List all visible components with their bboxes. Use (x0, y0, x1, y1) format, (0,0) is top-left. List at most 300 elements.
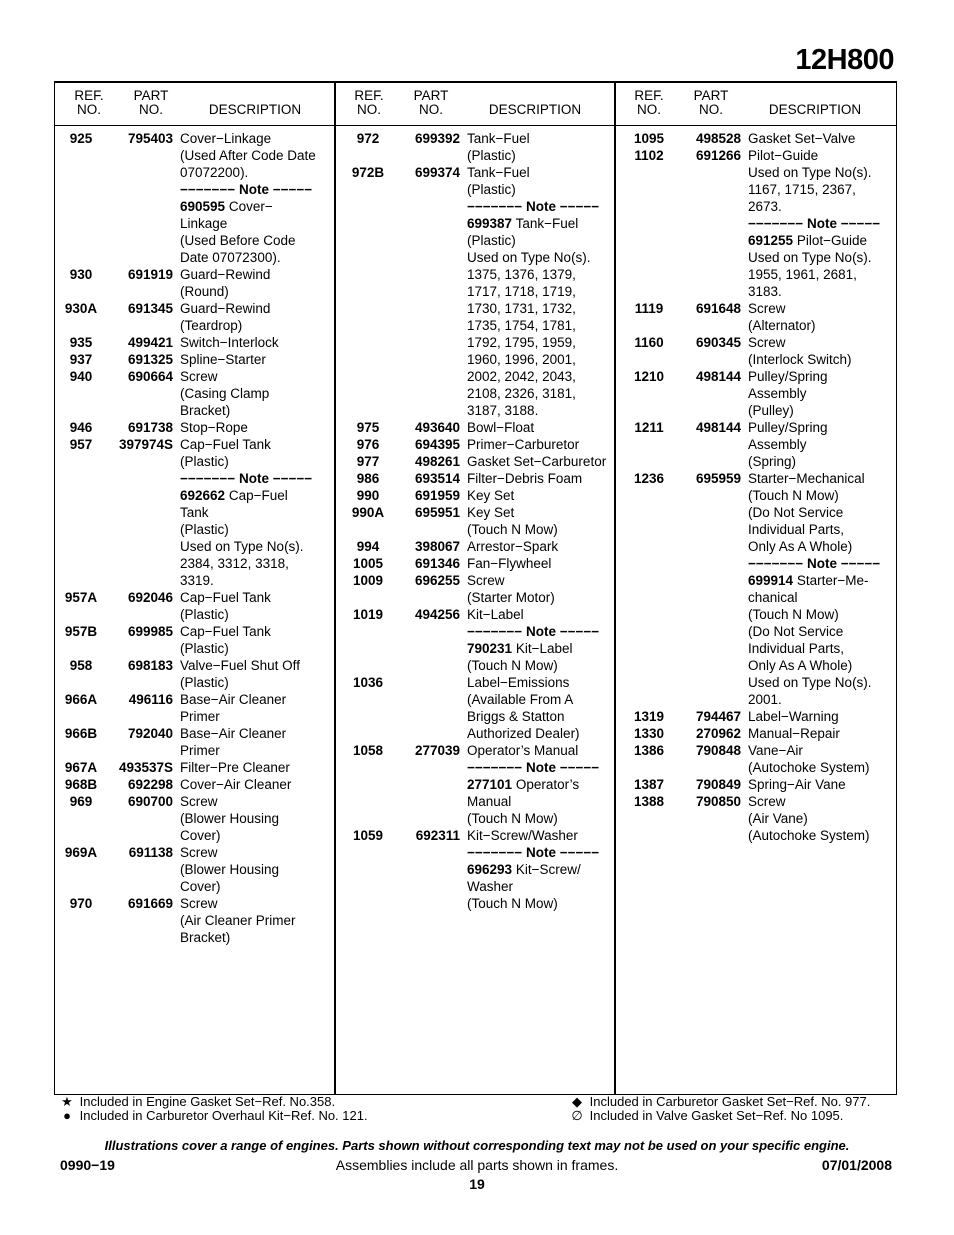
ref-number: 966B (64, 726, 98, 741)
part-number: 792040 (127, 726, 173, 741)
description-line: Screw (180, 369, 218, 384)
part-entry (342, 419, 622, 436)
description-line: Primer (180, 709, 220, 724)
note-line: 1717, 1718, 1719, (467, 284, 576, 299)
description-line: Cover) (180, 828, 221, 843)
part-number: 397974S (118, 437, 173, 452)
note-text: Cover− (228, 199, 273, 214)
description-line: (Casing Clamp (180, 386, 270, 401)
part-entry (623, 708, 903, 725)
part-entry (342, 742, 622, 827)
part-number: 691919 (127, 267, 173, 282)
description-line: Fan−Flywheel (467, 556, 552, 571)
description-line: (Air Cleaner Primer (180, 913, 296, 928)
header-part-no: PART NO. (693, 88, 729, 117)
part-description (467, 164, 622, 419)
part-description (180, 419, 335, 436)
part-description (748, 419, 903, 470)
part-number: 693514 (414, 471, 460, 486)
note-line: 1735, 1754, 1781, (467, 318, 576, 333)
part-number: 695959 (695, 471, 741, 486)
part-entry (342, 555, 622, 572)
part-number: 498144 (695, 369, 741, 384)
description-line: (Plastic) (180, 641, 229, 656)
note-line: 1960, 1996, 2001, (467, 352, 576, 367)
description-line: Authorized Dealer) (467, 726, 580, 741)
ref-number: 1119 (634, 301, 664, 316)
description-line: Screw (180, 845, 218, 860)
note-line (467, 861, 622, 878)
description-line: Spring−Air Vane (748, 777, 846, 792)
note-line: 2384, 3312, 3318, (180, 556, 289, 571)
note-line: 1730, 1731, 1732, (467, 301, 576, 316)
ref-number: 1005 (352, 556, 384, 571)
part-description (467, 419, 622, 436)
part-number: 699392 (414, 131, 460, 146)
part-description (180, 300, 335, 334)
part-number: 790849 (695, 777, 741, 792)
part-description (180, 793, 335, 844)
ref-number: 1388 (633, 794, 665, 809)
description-line: Operator’s Manual (467, 743, 579, 758)
note-text: Tank−Fuel (515, 216, 579, 231)
description-line: Cap−Fuel Tank (180, 590, 271, 605)
description-line: (Do Not Service (748, 505, 844, 520)
footnote-carb-gasket (568, 1095, 870, 1109)
header-ref-no: REF. NO. (74, 88, 104, 117)
description-line: Stop−Rope (180, 420, 248, 435)
ref-number: 977 (356, 454, 380, 469)
description-line: Briggs & Statton (467, 709, 565, 724)
part-number: 694395 (414, 437, 460, 452)
ref-number: 970 (69, 896, 93, 911)
part-number: 277039 (414, 743, 460, 758)
part-entry (342, 572, 622, 606)
part-description (748, 334, 903, 368)
note-line: 2001. (748, 692, 782, 707)
ref-number: 940 (69, 369, 93, 384)
part-entry (55, 334, 335, 351)
note-line: 1375, 1376, 1379, (467, 267, 576, 282)
description-line: Switch−Interlock (180, 335, 279, 350)
note-line: Washer (467, 879, 514, 894)
part-description (180, 334, 335, 351)
part-description (467, 504, 622, 538)
ref-number: 1095 (633, 131, 665, 146)
part-description (467, 555, 622, 572)
description-line: Cover−Linkage (180, 131, 272, 146)
part-description (180, 691, 335, 725)
description-line: Label−Emissions (467, 675, 570, 690)
part-description (748, 725, 903, 742)
description-line: Pulley/Spring (748, 420, 828, 435)
part-description (180, 130, 335, 266)
star-icon: ★ (61, 1094, 73, 1109)
part-number: 691959 (414, 488, 460, 503)
ref-number: 1386 (633, 743, 665, 758)
note-header: −−−−−−− Note −−−−− (748, 216, 881, 231)
part-description (748, 368, 903, 419)
description-line: Manual−Repair (748, 726, 840, 741)
ref-number: 930A (64, 301, 98, 316)
ref-number: 976 (356, 437, 380, 452)
part-description (180, 589, 335, 623)
description-line: Cover−Air Cleaner (180, 777, 292, 792)
part-number: 692298 (127, 777, 173, 792)
note-line: chanical (748, 590, 798, 605)
footnote-carb-overhaul (58, 1109, 368, 1123)
description-line: Arrestor−Spark (467, 539, 559, 554)
note-line: 3319. (180, 573, 214, 588)
part-entry (55, 776, 335, 793)
part-entry (342, 130, 622, 164)
header-description: DESCRIPTION (488, 102, 582, 117)
note-line: (Plastic) (180, 522, 229, 537)
ref-number: 1102 (634, 148, 664, 163)
note-text: Pilot−Guide (796, 233, 867, 248)
part-entry (55, 691, 335, 725)
header-ref-no: REF. NO. (634, 88, 664, 117)
description-line: (Touch N Mow) (748, 488, 839, 503)
note-line: Individual Parts, (748, 641, 845, 656)
part-number: 398067 (414, 539, 460, 554)
description-line: (Plastic) (467, 148, 516, 163)
ref-number: 972 (356, 131, 380, 146)
part-entry (342, 436, 622, 453)
note-part-number: 790231 (467, 641, 513, 656)
ref-number: 957 (69, 437, 93, 452)
note-line (467, 215, 622, 232)
part-number: 695951 (414, 505, 460, 520)
description-line: Bowl−Float (467, 420, 535, 435)
ref-number: 1210 (633, 369, 665, 384)
description-line: (Starter Motor) (467, 590, 555, 605)
description-line: (Blower Housing (180, 862, 280, 877)
part-entry (342, 606, 622, 674)
description-line: Tank−Fuel (467, 131, 530, 146)
part-entry (623, 334, 903, 368)
note-part-number: 277101 (467, 777, 513, 792)
part-entry (55, 844, 335, 895)
note-line: Manual (467, 794, 512, 809)
ref-number: 925 (69, 131, 93, 146)
parts-column-1 (55, 130, 335, 946)
description-line: Screw (180, 896, 218, 911)
part-entry (55, 895, 335, 946)
note-header: −−−−−−− Note −−−−− (467, 199, 600, 214)
description-line: (Autochoke System) (748, 828, 870, 843)
ref-number: 969A (64, 845, 98, 860)
part-number: 690664 (127, 369, 173, 384)
description-line: Gasket Set−Valve (748, 131, 856, 146)
model-number: 12H800 (795, 44, 894, 76)
bullet-icon: ● (63, 1108, 71, 1123)
ref-number: 990 (356, 488, 380, 503)
part-description (748, 708, 903, 725)
description-line: 07072200). (180, 165, 249, 180)
description-line: Assembly (748, 437, 807, 452)
note-line: (Touch N Mow) (748, 607, 839, 622)
description-line: Pulley/Spring (748, 369, 828, 384)
note-line: Linkage (180, 216, 228, 231)
part-number: 690345 (695, 335, 741, 350)
description-line: (Interlock Switch) (748, 352, 852, 367)
ref-number: 1019 (352, 607, 384, 622)
ref-number: 1330 (633, 726, 665, 741)
description-line: Primer−Carburetor (467, 437, 580, 452)
note-part-number: 690595 (180, 199, 226, 214)
part-entry (55, 300, 335, 334)
note-text: Starter−Me- (796, 573, 869, 588)
part-description (748, 130, 903, 147)
description-line: Kit−Screw/Washer (467, 828, 578, 843)
header-description: DESCRIPTION (208, 102, 302, 117)
note-line: (Do Not Service (748, 624, 844, 639)
ref-number: 1387 (633, 777, 665, 792)
part-number: 795403 (127, 131, 173, 146)
part-description (748, 470, 903, 708)
part-description (180, 351, 335, 368)
description-line: (Blower Housing (180, 811, 280, 826)
ref-number: 967A (64, 760, 98, 775)
note-line (748, 232, 903, 249)
part-number: 493537S (118, 760, 173, 775)
footnote-text: Included in Valve Gasket Set−Ref. No 1095. (589, 1108, 844, 1123)
footnote-valve-gasket (568, 1109, 843, 1123)
part-description (180, 759, 335, 776)
part-number: 498144 (695, 420, 741, 435)
description-line: Valve−Fuel Shut Off (180, 658, 300, 673)
ref-number: 935 (69, 335, 93, 350)
part-number: 790848 (695, 743, 741, 758)
part-description (180, 436, 335, 589)
part-description (467, 453, 622, 470)
part-entry (623, 300, 903, 334)
part-number: 691266 (695, 148, 741, 163)
ref-number: 1211 (634, 420, 664, 435)
description-line: Kit−Label (467, 607, 524, 622)
part-description (180, 776, 335, 793)
part-entry (623, 776, 903, 793)
ref-number: 1009 (352, 573, 384, 588)
part-entry (55, 725, 335, 759)
ref-number: 1059 (352, 828, 384, 843)
ref-number: 958 (69, 658, 93, 673)
part-entry (623, 368, 903, 419)
description-line: (Plastic) (180, 454, 229, 469)
ref-number: 986 (356, 471, 380, 486)
part-number: 691345 (127, 301, 173, 316)
ref-number: 972B (351, 165, 385, 180)
ref-number: 969 (69, 794, 93, 809)
footnote-text: Included in Engine Gasket Set−Ref. No.358. (79, 1094, 336, 1109)
part-description (180, 368, 335, 419)
parts-column-3 (623, 130, 903, 844)
part-description (467, 674, 622, 742)
part-description (467, 606, 622, 674)
description-line: (Round) (180, 284, 229, 299)
ref-number: 937 (69, 352, 93, 367)
part-description (748, 776, 903, 793)
part-description (180, 725, 335, 759)
note-part-number: 692662 (180, 488, 226, 503)
part-entry (55, 368, 335, 419)
part-number: 794467 (695, 709, 741, 724)
note-header: −−−−−−− Note −−−−− (467, 624, 600, 639)
part-number: 498528 (695, 131, 741, 146)
ref-number: 1058 (352, 743, 384, 758)
part-entry (55, 589, 335, 623)
part-description (748, 742, 903, 776)
ref-number: 994 (356, 539, 380, 554)
part-number: 496116 (128, 692, 173, 707)
note-line: (Used Before Code (180, 233, 296, 248)
description-line: Key Set (467, 505, 515, 520)
description-line: (Autochoke System) (748, 760, 870, 775)
note-line: Date 07072300). (180, 250, 281, 265)
description-line: (Plastic) (180, 675, 229, 690)
part-description (180, 657, 335, 691)
part-entry (55, 351, 335, 368)
note-header: −−−−−−− Note −−−−− (748, 556, 881, 571)
header-ref-no: REF. NO. (354, 88, 384, 117)
note-line: 2108, 2326, 3181, (467, 386, 576, 401)
part-description (748, 147, 903, 300)
description-line: Gasket Set−Carburetor (467, 454, 607, 469)
description-line: (Spring) (748, 454, 797, 469)
note-line: Used on Type No(s). (467, 250, 591, 265)
description-line: Label−Warning (748, 709, 839, 724)
description-line: 2673. (748, 199, 782, 214)
part-entry (342, 453, 622, 470)
description-line: Cap−Fuel Tank (180, 624, 271, 639)
description-line: (Touch N Mow) (467, 522, 558, 537)
note-line (467, 776, 622, 793)
note-part-number: 699914 (748, 573, 794, 588)
part-entry (342, 164, 622, 419)
part-entry (623, 147, 903, 300)
description-line: Filter−Pre Cleaner (180, 760, 290, 775)
note-header: −−−−−−− Note −−−−− (180, 471, 313, 486)
part-number: 691138 (128, 845, 173, 860)
part-number: 691648 (695, 301, 741, 316)
part-entry (623, 742, 903, 776)
footnote-text: Included in Carburetor Overhaul Kit−Ref. No. 121. (79, 1108, 368, 1123)
note-line: 3187, 3188. (467, 403, 539, 418)
description-line: Screw (180, 794, 218, 809)
ref-number: 968B (64, 777, 98, 792)
part-number: 499421 (127, 335, 173, 350)
part-entry (342, 674, 622, 742)
ref-number: 1319 (633, 709, 665, 724)
part-entry (623, 130, 903, 147)
note-text: Kit−Label (515, 641, 573, 656)
description-line: Screw (748, 794, 786, 809)
description-line: Base−Air Cleaner (180, 692, 287, 707)
part-number: 696255 (414, 573, 460, 588)
note-part-number: 699387 (467, 216, 513, 231)
description-line: Used on Type No(s). (748, 165, 872, 180)
description-line: Only As A Whole) (748, 539, 853, 554)
note-text: Operator’s (515, 777, 580, 792)
part-description (467, 827, 622, 912)
description-line: Individual Parts, (748, 522, 845, 537)
parts-table (54, 81, 897, 1095)
note-line: 1955, 1961, 2681, (748, 267, 857, 282)
part-description (467, 742, 622, 827)
parts-column-2 (342, 130, 622, 912)
part-entry (55, 419, 335, 436)
assemblies-note: Assemblies include all parts shown in frames. (335, 1157, 619, 1173)
header-part-no: PART NO. (413, 88, 449, 117)
description-line: Key Set (467, 488, 515, 503)
part-description (748, 300, 903, 334)
description-line: (Used After Code Date (180, 148, 316, 163)
description-line: (Available From A (467, 692, 574, 707)
part-number: 493640 (414, 420, 460, 435)
description-line: Guard−Rewind (180, 301, 271, 316)
part-description (467, 130, 622, 164)
part-entry (55, 657, 335, 691)
description-line: Assembly (748, 386, 807, 401)
note-line: 1792, 1795, 1959, (467, 335, 576, 350)
note-line: 2002, 2042, 2043, (467, 369, 576, 384)
note-line: (Touch N Mow) (467, 811, 558, 826)
note-text: Kit−Screw/ (515, 862, 581, 877)
note-line: Used on Type No(s). (748, 675, 872, 690)
part-entry (623, 419, 903, 470)
ref-number: 957A (64, 590, 98, 605)
part-description (467, 470, 622, 487)
note-line: Used on Type No(s). (180, 539, 304, 554)
note-line: 3183. (748, 284, 782, 299)
note-line: (Touch N Mow) (467, 896, 558, 911)
part-description (467, 436, 622, 453)
header-part-no: PART NO. (133, 88, 169, 117)
diamond-icon: ◆ (572, 1094, 582, 1109)
part-number: 790850 (695, 794, 741, 809)
part-number: 270962 (695, 726, 741, 741)
description-line: Cover) (180, 879, 221, 894)
note-header: −−−−−−− Note −−−−− (467, 760, 600, 775)
part-entry (55, 266, 335, 300)
description-line: 1167, 1715, 2367, (748, 182, 856, 197)
page-number: 19 (469, 1176, 485, 1192)
description-line: (Alternator) (748, 318, 816, 333)
description-line: Spline−Starter (180, 352, 266, 367)
description-line: (Air Vane) (748, 811, 808, 826)
ref-number: 975 (356, 420, 380, 435)
part-entry (55, 623, 335, 657)
part-number: 691738 (127, 420, 173, 435)
part-entry (55, 793, 335, 844)
description-line: Screw (467, 573, 505, 588)
part-description (467, 538, 622, 555)
note-line (748, 572, 903, 589)
part-entry (342, 504, 622, 538)
ref-number: 946 (69, 420, 93, 435)
part-entry (55, 759, 335, 776)
description-line: Tank−Fuel (467, 165, 530, 180)
part-entry (342, 487, 622, 504)
part-description (467, 487, 622, 504)
description-line: Filter−Debris Foam (467, 471, 583, 486)
part-description (467, 572, 622, 606)
description-line: Vane−Air (748, 743, 803, 758)
footnote-text: Included in Carburetor Gasket Set−Ref. No. 977. (589, 1094, 871, 1109)
footnote-engine-gasket (58, 1095, 335, 1109)
note-line: Used on Type No(s). (748, 250, 872, 265)
